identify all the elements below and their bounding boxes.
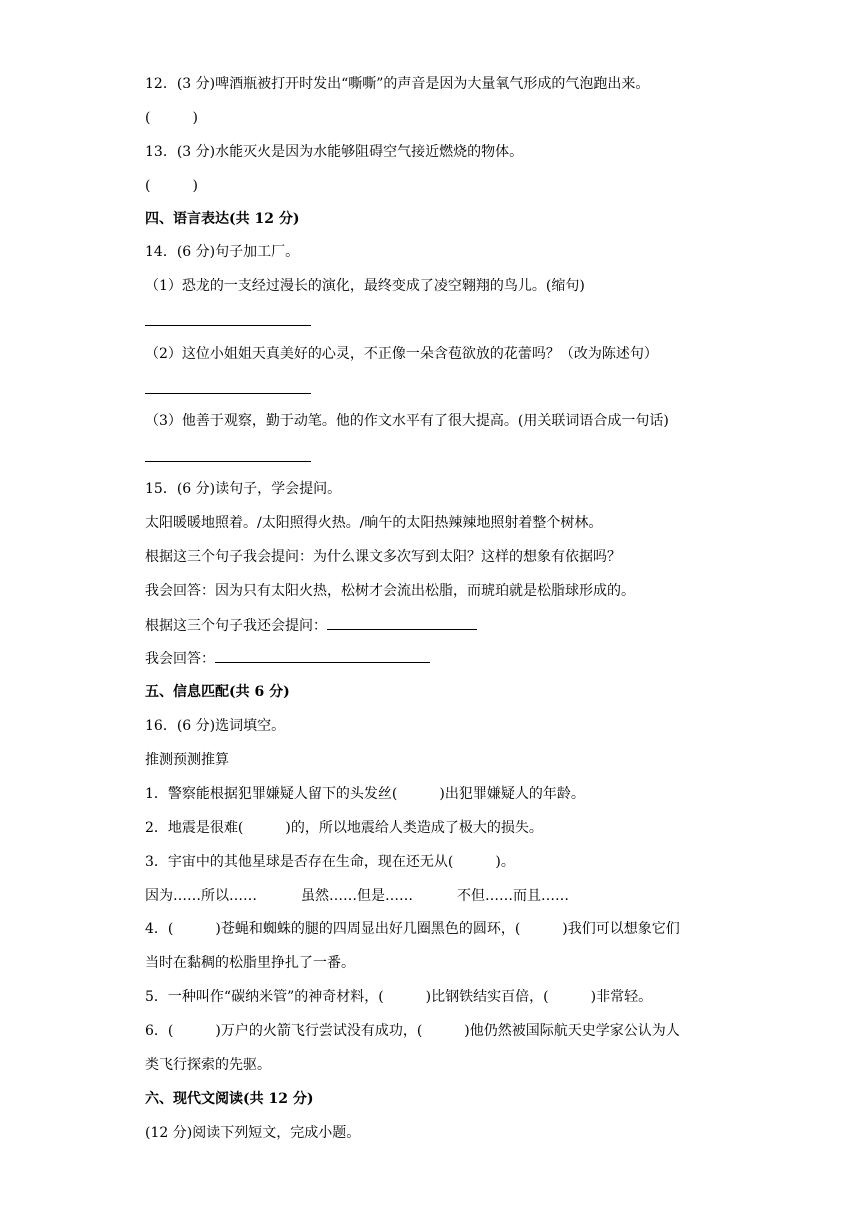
question-13: 13．(3 分)水能灭火是因为水能够阻碍空气接近燃烧的物体。 <box>145 144 524 160</box>
connective-3: 不但……而且…… <box>457 888 569 904</box>
question-16-item-4-line-1: 4．( )苍蝇和蜘蛛的腿的四周显出好几圈黑色的圆环，( )我们可以想象它们 <box>145 921 680 937</box>
question-16-connectives <box>145 886 569 906</box>
question-15-answer-more <box>145 648 430 669</box>
question-12-answer-bracket[interactable]: ( ) <box>145 110 198 126</box>
question-15-answer-example: 我会回答：因为只有太阳火热，松树才会流出松脂，而琥珀就是松脂球形成的。 <box>145 583 635 599</box>
question-16-item-4-line-2: 当时在黏稠的松脂里挣扎了一番。 <box>145 955 355 971</box>
question-15-ask-more-blank[interactable] <box>327 615 477 630</box>
question-15-answer-more-label: 我会回答： <box>145 651 215 667</box>
section-6-intro: (12 分)阅读下列短文，完成小题。 <box>145 1125 361 1141</box>
question-12: 12．(3 分)啤酒瓶被打开时发出“嘶嘶”的声音是因为大量氧气形成的气泡跑出来。 <box>145 76 650 92</box>
question-15-ask-example: 根据这三个句子我会提问：为什么课文多次写到太阳？这样的想象有依据吗？ <box>145 549 621 565</box>
question-16-item-3: 3．宇宙中的其他星球是否存在生命，现在还无从( )。 <box>145 854 515 870</box>
question-14: 14．(6 分)句子加工厂。 <box>145 244 300 260</box>
section-4-heading: 四、语言表达(共 12 分) <box>145 211 300 227</box>
question-14-item-1: （1）恐龙的一支经过漫长的演化，最终变成了凌空翱翔的鸟儿。(缩句) <box>145 278 585 294</box>
question-16-item-2: 2．地震是很难( )的，所以地震给人类造成了极大的损失。 <box>145 820 543 836</box>
question-16: 16．(6 分)选词填空。 <box>145 718 286 734</box>
question-15: 15．(6 分)读句子，学会提问。 <box>145 481 342 497</box>
question-15-ask-more-label: 根据这三个句子我还会提问： <box>145 618 327 634</box>
connective-1: 因为……所以…… <box>145 888 257 904</box>
question-15-sentences: 太阳暖暖地照着。/太阳照得火热。/晌午的太阳热辣辣地照射着整个树林。 <box>145 515 603 531</box>
question-14-item-1-answer-line[interactable] <box>145 325 311 326</box>
section-6-heading: 六、现代文阅读(共 12 分) <box>145 1091 314 1107</box>
question-16-word-bank: 推测预测推算 <box>145 752 229 768</box>
question-15-ask-more <box>145 615 477 636</box>
section-5-heading: 五、信息匹配(共 6 分) <box>145 684 290 700</box>
question-13-answer-bracket[interactable]: ( ) <box>145 178 198 194</box>
question-16-item-6-line-2: 类飞行探索的先驱。 <box>145 1057 271 1073</box>
question-14-item-3-answer-line[interactable] <box>145 461 311 462</box>
question-16-item-5: 5．一种叫作“碳纳米管”的神奇材料，( )比钢铁结实百倍，( )非常轻。 <box>145 989 653 1005</box>
question-16-item-6-line-1: 6．( )万户的火箭飞行尝试没有成功，( )他仍然被国际航天史学家公认为人 <box>145 1023 680 1039</box>
connective-2: 虽然……但是…… <box>301 888 413 904</box>
question-14-item-3: （3）他善于观察，勤于动笔。他的作文水平有了很大提高。(用关联词语合成一句话) <box>145 413 669 429</box>
question-15-answer-more-blank[interactable] <box>215 648 430 663</box>
question-14-item-2-answer-line[interactable] <box>145 393 311 394</box>
question-16-item-1: 1．警察能根据犯罪嫌疑人留下的头发丝( )出犯罪嫌疑人的年龄。 <box>145 786 585 802</box>
question-14-item-2: （2）这位小姐姐天真美好的心灵，不正像一朵含苞欲放的花蕾吗？（改为陈述句） <box>145 346 658 362</box>
